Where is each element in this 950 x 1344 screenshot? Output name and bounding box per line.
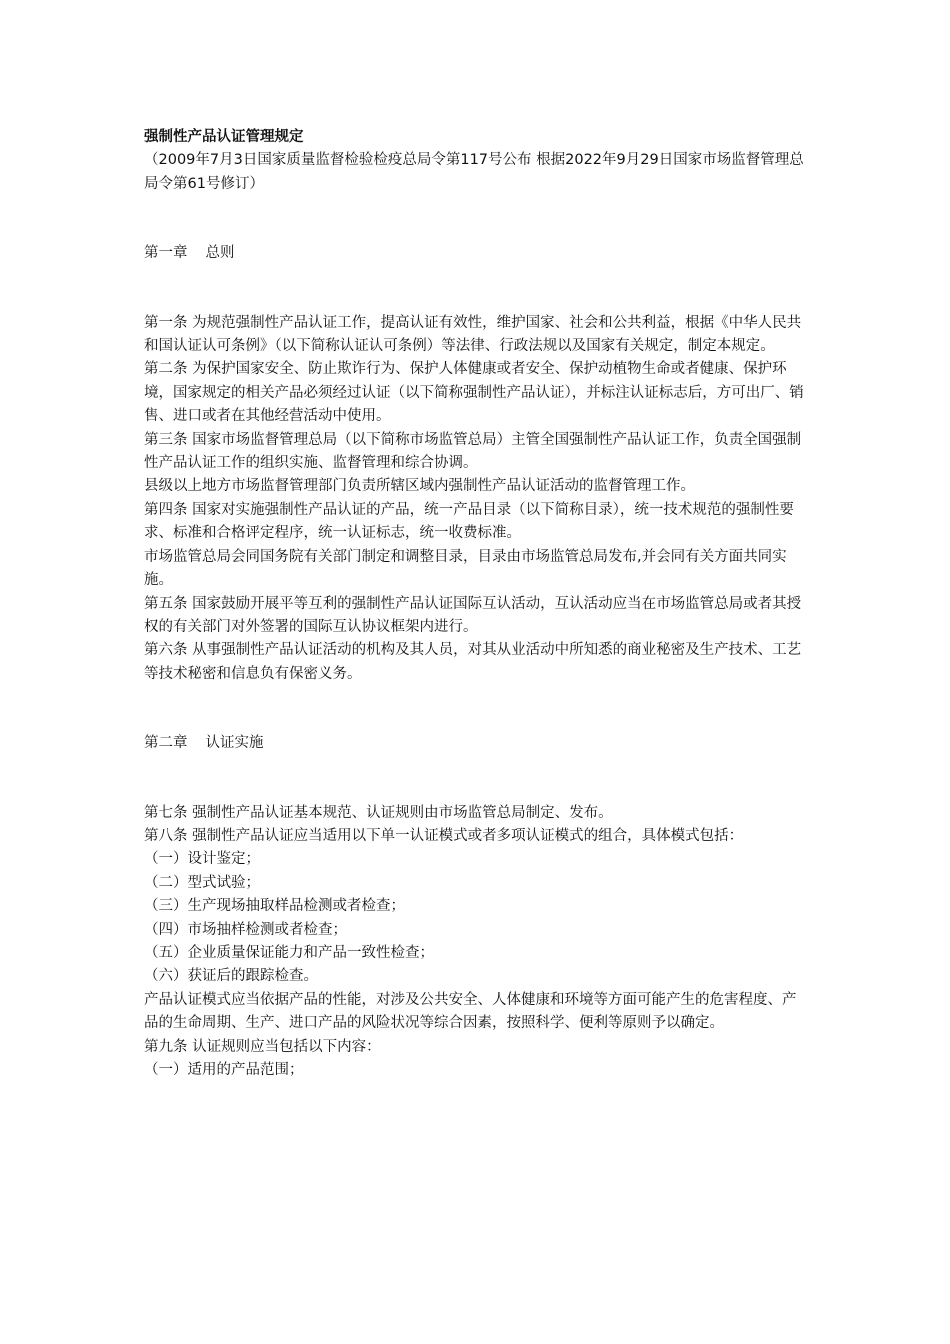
chapter-heading-2 xyxy=(144,732,808,755)
list-item: （二）型式试验； xyxy=(144,874,260,891)
paragraph: 第三条 国家市场监督管理总局（以下简称市场监管总局）主管全国强制性产品认证工作，负责全国强制性产品认证工作的组织实施、监督管理和综合协调。 xyxy=(144,431,802,472)
document-title: 强制性产品认证管理规定 xyxy=(144,129,304,145)
chapter-name: 认证实施 xyxy=(205,735,264,752)
chapter-number: 第二章 xyxy=(144,735,188,752)
list-item: （六）获证后的跟踪检查。 xyxy=(144,968,318,985)
chapter-heading-1 xyxy=(144,242,808,265)
chapter-number: 第一章 xyxy=(144,245,188,262)
paragraph: 第一条 为规范强制性产品认证工作，提高认证有效性，维护国家、社会和公共利益，根据《中华人民共和国认证认可条例》（以下简称认证认可条例）等法律、行政法规以及国家有关规定，制定本规定。 xyxy=(144,314,802,355)
paragraph: 第八条 强制性产品认证应当适用以下单一认证模式或者多项认证模式的组合，具体模式包括： xyxy=(144,827,744,844)
paragraph: 第四条 国家对实施强制性产品认证的产品，统一产品目录（以下简称目录），统一技术规范的强制性要求、标准和合格评定程序，统一认证标志，统一收费标准。 xyxy=(144,501,794,542)
list-item: （三）生产现场抽取样品检测或者检查； xyxy=(144,898,405,915)
document-subtitle: （2009年7月3日国家质量监督检验检疫总局令第117号公布 根据2022年9月29日国家市场监督管理总局令第61号修订） xyxy=(144,152,804,192)
paragraph: 第六条 从事强制性产品认证活动的机构及其人员，对其从业活动中所知悉的商业秘密及生产技术、工艺等技术秘密和信息负有保密义务。 xyxy=(144,642,802,682)
paragraph: 第二条 为保护国家安全、防止欺诈行为、保护人体健康或者安全、保护动植物生命或者健康、保护环境，国家规定的相关产品必须经过认证（以下简称强制性产品认证），并标注认证标志后，方可出厂、销售、进口或者在其他经营活动中使用。 xyxy=(144,361,804,425)
paragraph: 第九条 认证规则应当包括以下内容： xyxy=(144,1038,381,1055)
paragraph: 县级以上地方市场监督管理部门负责所辖区域内强制性产品认证活动的监督管理工作。 xyxy=(144,478,695,495)
paragraph: 第七条 强制性产品认证基本规范、认证规则由市场监管总局制定、发布。 xyxy=(144,804,613,821)
paragraph: 市场监管总局会同国务院有关部门制定和调整目录，目录由市场监管总局发布,并会同有关方面共同实施。 xyxy=(144,548,787,589)
chapter-name: 总则 xyxy=(205,245,235,262)
paragraph: 第五条 国家鼓励开展平等互利的强制性产品认证国际互认活动，互认活动应当在市场监管总局或者其授权的有关部门对外签署的国际互认协议框架内进行。 xyxy=(144,595,802,635)
list-item: （一）适用的产品范围； xyxy=(144,1062,304,1078)
paragraph: 产品认证模式应当依据产品的性能，对涉及公共安全、人体健康和环境等方面可能产生的危害程度、产品的生命周期、生产、进口产品的风险状况等综合因素，按照科学、便利等原则予以确定。 xyxy=(144,991,797,1032)
list-item: （五）企业质量保证能力和产品一致性检查； xyxy=(144,944,434,961)
document-body xyxy=(144,126,808,1082)
list-item: （四）市场抽样检测或者检查； xyxy=(144,921,347,938)
list-item: （一）设计鉴定； xyxy=(144,851,260,868)
